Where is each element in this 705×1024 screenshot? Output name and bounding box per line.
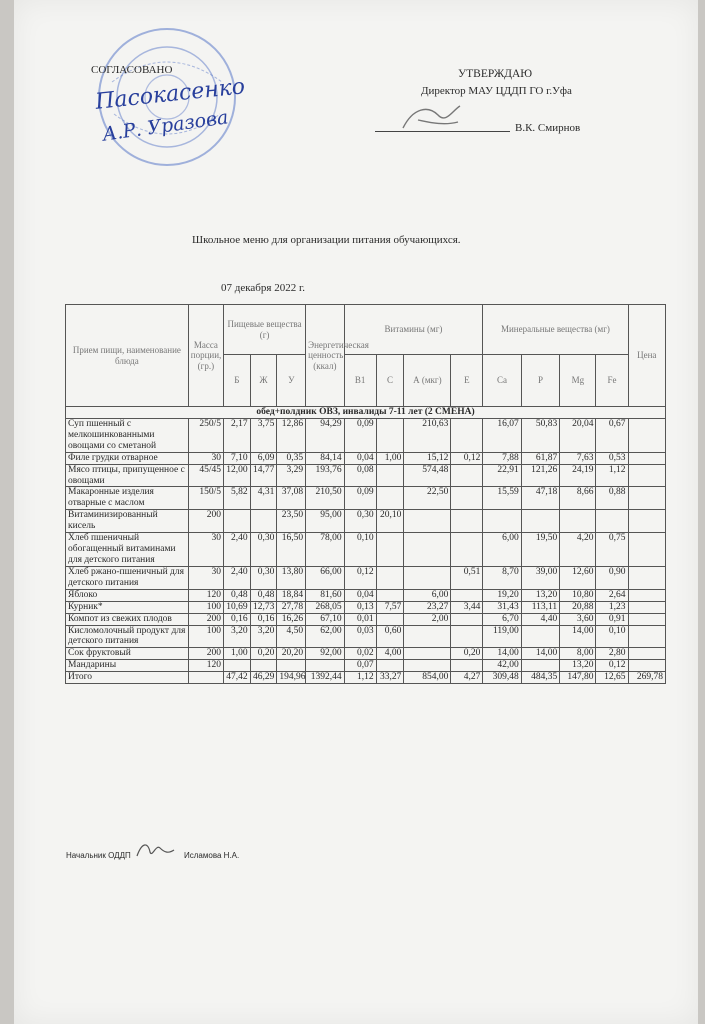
footer-signature (134, 838, 176, 862)
cell-mass: 30 (188, 452, 223, 464)
cell-u: 13,80 (277, 566, 306, 589)
cell-c: 7,57 (376, 601, 404, 613)
cell-price: 269,78 (628, 672, 666, 684)
cell-p: 113,11 (521, 601, 559, 613)
cell-b: 2,40 (223, 566, 250, 589)
table-row (66, 418, 666, 452)
cell-a (404, 625, 451, 648)
cell-fe: 2,64 (596, 589, 628, 601)
dish-name: Кисломолочный продукт для детского питания (66, 625, 189, 648)
cell-fe: 1,23 (596, 601, 628, 613)
cell-ca: 16,07 (483, 418, 521, 452)
header-b: Б (223, 355, 250, 407)
cell-e: 4,27 (451, 672, 483, 684)
cell-e: 0,51 (451, 566, 483, 589)
cell-e (451, 660, 483, 672)
cell-ca: 14,00 (483, 648, 521, 660)
cell-c (376, 533, 404, 567)
cell-zh: 3,75 (250, 418, 277, 452)
cell-b: 3,20 (223, 625, 250, 648)
handwritten-signature-line1: Пасокасенко (94, 74, 247, 115)
cell-c (376, 418, 404, 452)
cell-zh: 0,30 (250, 533, 277, 567)
header-minerals: Минеральные вещества (мг) (483, 305, 628, 355)
cell-mg: 12,60 (560, 566, 596, 589)
cell-e: 0,20 (451, 648, 483, 660)
cell-mg (560, 510, 596, 533)
cell-b1: 0,04 (344, 589, 376, 601)
cell-mass: 120 (188, 660, 223, 672)
footer-name: Исламова Н.А. (184, 851, 240, 860)
cell-b1: 0,07 (344, 660, 376, 672)
total-row (66, 672, 666, 684)
cell-a (404, 533, 451, 567)
cell-a: 22,50 (404, 487, 451, 510)
header-vitamins: Витамины (мг) (344, 305, 483, 355)
cell-b1: 1,12 (344, 672, 376, 684)
cell-e (451, 533, 483, 567)
dish-name: Хлеб пшеничный обогащенный витаминами для детского питания (66, 533, 189, 567)
cell-u: 16,26 (277, 613, 306, 625)
cell-u: 27,78 (277, 601, 306, 613)
cell-b1: 0,01 (344, 613, 376, 625)
cell-b (223, 660, 250, 672)
dish-name: Курник* (66, 601, 189, 613)
cell-e: 0,12 (451, 452, 483, 464)
header-zh: Ж (250, 355, 277, 407)
cell-c (376, 487, 404, 510)
cell-ca: 6,00 (483, 533, 521, 567)
cell-b: 1,00 (223, 648, 250, 660)
cell-energy: 62,00 (306, 625, 344, 648)
cell-e (451, 464, 483, 487)
cell-ca: 119,00 (483, 625, 521, 648)
cell-b: 0,16 (223, 613, 250, 625)
cell-b (223, 510, 250, 533)
table-row (66, 601, 666, 613)
cell-e (451, 487, 483, 510)
cell-u: 0,35 (277, 452, 306, 464)
total-label: Итого (66, 672, 189, 684)
cell-c (376, 613, 404, 625)
cell-price (628, 452, 666, 464)
cell-ca: 6,70 (483, 613, 521, 625)
cell-b: 12,00 (223, 464, 250, 487)
cell-p (521, 510, 559, 533)
cell-mass: 30 (188, 566, 223, 589)
cell-mg: 13,20 (560, 660, 596, 672)
table-row (66, 589, 666, 601)
cell-p: 19,50 (521, 533, 559, 567)
dish-name: Хлеб ржано-пшеничный для детского питания (66, 566, 189, 589)
page-title: Школьное меню для организации питания обучающихся. (192, 234, 461, 246)
cell-price (628, 487, 666, 510)
cell-price (628, 533, 666, 567)
cell-b1: 0,10 (344, 533, 376, 567)
cell-ca: 22,91 (483, 464, 521, 487)
cell-price (628, 601, 666, 613)
cell-c: 20,10 (376, 510, 404, 533)
cell-c: 0,60 (376, 625, 404, 648)
cell-p (521, 625, 559, 648)
cell-a: 15,12 (404, 452, 451, 464)
header-energy: Энергетическая ценность (ккал) (306, 305, 344, 407)
cell-c (376, 589, 404, 601)
header-p: P (521, 355, 559, 407)
cell-b1: 0,02 (344, 648, 376, 660)
cell-mass: 200 (188, 648, 223, 660)
table-row (66, 648, 666, 660)
cell-energy: 78,00 (306, 533, 344, 567)
table-row (66, 487, 666, 510)
cell-mg: 8,66 (560, 487, 596, 510)
cell-zh (250, 660, 277, 672)
cell-mass: 250/5 (188, 418, 223, 452)
cell-c: 4,00 (376, 648, 404, 660)
cell-fe (596, 510, 628, 533)
cell-b: 2,17 (223, 418, 250, 452)
cell-mass (188, 672, 223, 684)
cell-u: 20,20 (277, 648, 306, 660)
cell-e: 3,44 (451, 601, 483, 613)
cell-energy: 95,00 (306, 510, 344, 533)
table-row (66, 660, 666, 672)
section-title: обед+полдник ОВЗ, инвалиды 7-11 лет (2 СМЕНА) (66, 407, 666, 419)
cell-fe: 2,80 (596, 648, 628, 660)
cell-energy: 81,60 (306, 589, 344, 601)
cell-mass: 100 (188, 601, 223, 613)
cell-b: 7,10 (223, 452, 250, 464)
cell-a: 854,00 (404, 672, 451, 684)
cell-mg: 3,60 (560, 613, 596, 625)
cell-mass: 200 (188, 613, 223, 625)
director-signature (398, 100, 468, 138)
cell-energy: 92,00 (306, 648, 344, 660)
table-row (66, 510, 666, 533)
cell-mg: 20,88 (560, 601, 596, 613)
cell-c (376, 660, 404, 672)
cell-energy: 84,14 (306, 452, 344, 464)
dish-name: Сок фруктовый (66, 648, 189, 660)
header-mg: Mg (560, 355, 596, 407)
cell-ca: 19,20 (483, 589, 521, 601)
cell-a (404, 566, 451, 589)
dish-name: Макаронные изделия отварные с маслом (66, 487, 189, 510)
cell-mass: 100 (188, 625, 223, 648)
cell-mg: 14,00 (560, 625, 596, 648)
header-c: С (376, 355, 404, 407)
cell-ca: 8,70 (483, 566, 521, 589)
cell-u: 3,29 (277, 464, 306, 487)
cell-fe: 1,12 (596, 464, 628, 487)
dish-name: Мандарины (66, 660, 189, 672)
cell-zh: 14,77 (250, 464, 277, 487)
cell-b1: 0,09 (344, 487, 376, 510)
cell-u: 18,84 (277, 589, 306, 601)
cell-p: 61,87 (521, 452, 559, 464)
cell-b: 47,42 (223, 672, 250, 684)
cell-a (404, 660, 451, 672)
cell-fe: 0,53 (596, 452, 628, 464)
dish-name: Филе грудки отварное (66, 452, 189, 464)
cell-c (376, 566, 404, 589)
cell-zh: 46,29 (250, 672, 277, 684)
cell-a: 2,00 (404, 613, 451, 625)
cell-b1: 0,13 (344, 601, 376, 613)
cell-e (451, 589, 483, 601)
cell-price (628, 464, 666, 487)
cell-a (404, 510, 451, 533)
header-price: Цена (628, 305, 666, 407)
cell-b1: 0,09 (344, 418, 376, 452)
cell-fe: 0,90 (596, 566, 628, 589)
cell-fe: 0,10 (596, 625, 628, 648)
cell-mg: 20,04 (560, 418, 596, 452)
menu-date: 07 декабря 2022 г. (221, 282, 305, 294)
cell-u: 194,96 (277, 672, 306, 684)
cell-zh: 3,20 (250, 625, 277, 648)
cell-price (628, 660, 666, 672)
cell-ca: 7,88 (483, 452, 521, 464)
header-fe: Fe (596, 355, 628, 407)
cell-energy: 66,00 (306, 566, 344, 589)
agreed-title: СОГЛАСОВАНО (91, 64, 173, 76)
cell-c: 33,27 (376, 672, 404, 684)
header-meal: Прием пищи, наименование блюда (66, 305, 189, 407)
cell-energy: 210,50 (306, 487, 344, 510)
cell-energy: 67,10 (306, 613, 344, 625)
signature-line (375, 131, 510, 132)
header-e: Е (451, 355, 483, 407)
cell-fe: 0,91 (596, 613, 628, 625)
cell-price (628, 625, 666, 648)
cell-fe: 0,88 (596, 487, 628, 510)
handwritten-signature-line2: А.Р. Уразова (101, 106, 230, 146)
table-row (66, 533, 666, 567)
cell-b: 2,40 (223, 533, 250, 567)
cell-zh: 12,73 (250, 601, 277, 613)
cell-p: 484,35 (521, 672, 559, 684)
cell-p: 13,20 (521, 589, 559, 601)
cell-zh: 0,48 (250, 589, 277, 601)
cell-energy: 268,05 (306, 601, 344, 613)
header-a: А (мкг) (404, 355, 451, 407)
table-row (66, 464, 666, 487)
cell-mg: 147,80 (560, 672, 596, 684)
cell-p (521, 660, 559, 672)
cell-u: 4,50 (277, 625, 306, 648)
cell-e (451, 625, 483, 648)
cell-b1: 0,08 (344, 464, 376, 487)
header-u: У (277, 355, 306, 407)
cell-b: 5,82 (223, 487, 250, 510)
dish-name: Компот из свежих плодов (66, 613, 189, 625)
table-row (66, 625, 666, 648)
header-nutrients: Пищевые вещества (г) (223, 305, 305, 355)
cell-a (404, 648, 451, 660)
cell-price (628, 418, 666, 452)
cell-zh: 4,31 (250, 487, 277, 510)
cell-mg: 7,63 (560, 452, 596, 464)
cell-zh: 0,16 (250, 613, 277, 625)
cell-u: 23,50 (277, 510, 306, 533)
cell-a: 23,27 (404, 601, 451, 613)
table-row (66, 452, 666, 464)
cell-price (628, 613, 666, 625)
cell-mg: 10,80 (560, 589, 596, 601)
cell-ca: 15,59 (483, 487, 521, 510)
director-name: В.К. Смирнов (515, 122, 581, 134)
cell-c (376, 464, 404, 487)
header-ca: Ca (483, 355, 521, 407)
cell-a: 574,48 (404, 464, 451, 487)
cell-p: 47,18 (521, 487, 559, 510)
cell-mass: 200 (188, 510, 223, 533)
section-row (66, 407, 666, 419)
cell-mg: 4,20 (560, 533, 596, 567)
cell-mass: 150/5 (188, 487, 223, 510)
cell-fe: 0,67 (596, 418, 628, 452)
cell-a: 210,63 (404, 418, 451, 452)
cell-b1: 0,04 (344, 452, 376, 464)
cell-b: 10,69 (223, 601, 250, 613)
cell-u: 12,86 (277, 418, 306, 452)
table-row (66, 613, 666, 625)
cell-mass: 120 (188, 589, 223, 601)
cell-u (277, 660, 306, 672)
cell-fe: 0,12 (596, 660, 628, 672)
cell-u: 16,50 (277, 533, 306, 567)
table-body (66, 418, 666, 683)
cell-b1: 0,30 (344, 510, 376, 533)
footer-role: Начальник ОДДП (66, 851, 131, 860)
cell-p: 39,00 (521, 566, 559, 589)
approved-title: УТВЕРЖДАЮ (458, 68, 533, 80)
cell-price (628, 566, 666, 589)
cell-b: 0,48 (223, 589, 250, 601)
cell-mass: 45/45 (188, 464, 223, 487)
cell-energy (306, 660, 344, 672)
cell-p: 121,26 (521, 464, 559, 487)
menu-table (65, 304, 666, 684)
cell-zh: 0,30 (250, 566, 277, 589)
cell-b1: 0,03 (344, 625, 376, 648)
director-position: Директор МАУ ЦДДП ГО г.Уфа (421, 85, 572, 97)
cell-fe: 12,65 (596, 672, 628, 684)
cell-u: 37,08 (277, 487, 306, 510)
cell-energy: 1392,44 (306, 672, 344, 684)
header-mass: Масса порции, (гр.) (188, 305, 223, 407)
cell-e (451, 418, 483, 452)
cell-b1: 0,12 (344, 566, 376, 589)
cell-mass: 30 (188, 533, 223, 567)
cell-p: 50,83 (521, 418, 559, 452)
cell-e (451, 510, 483, 533)
cell-p: 4,40 (521, 613, 559, 625)
cell-p: 14,00 (521, 648, 559, 660)
cell-energy: 193,76 (306, 464, 344, 487)
dish-name: Суп пшенный с мелкошинкованными овощами со сметаной (66, 418, 189, 452)
cell-zh: 0,20 (250, 648, 277, 660)
cell-zh: 6,09 (250, 452, 277, 464)
cell-energy: 94,29 (306, 418, 344, 452)
dish-name: Яблоко (66, 589, 189, 601)
cell-mg: 24,19 (560, 464, 596, 487)
cell-price (628, 648, 666, 660)
cell-zh (250, 510, 277, 533)
cell-a: 6,00 (404, 589, 451, 601)
cell-price (628, 510, 666, 533)
cell-ca: 42,00 (483, 660, 521, 672)
cell-fe: 0,75 (596, 533, 628, 567)
cell-ca (483, 510, 521, 533)
cell-mg: 8,00 (560, 648, 596, 660)
cell-ca: 31,43 (483, 601, 521, 613)
header-b1: В1 (344, 355, 376, 407)
dish-name: Мясо птицы, припущенное с овощами (66, 464, 189, 487)
cell-c: 1,00 (376, 452, 404, 464)
dish-name: Витаминизированный кисель (66, 510, 189, 533)
cell-e (451, 613, 483, 625)
cell-ca: 309,48 (483, 672, 521, 684)
table-row (66, 566, 666, 589)
table-header-row (66, 305, 666, 355)
cell-price (628, 589, 666, 601)
